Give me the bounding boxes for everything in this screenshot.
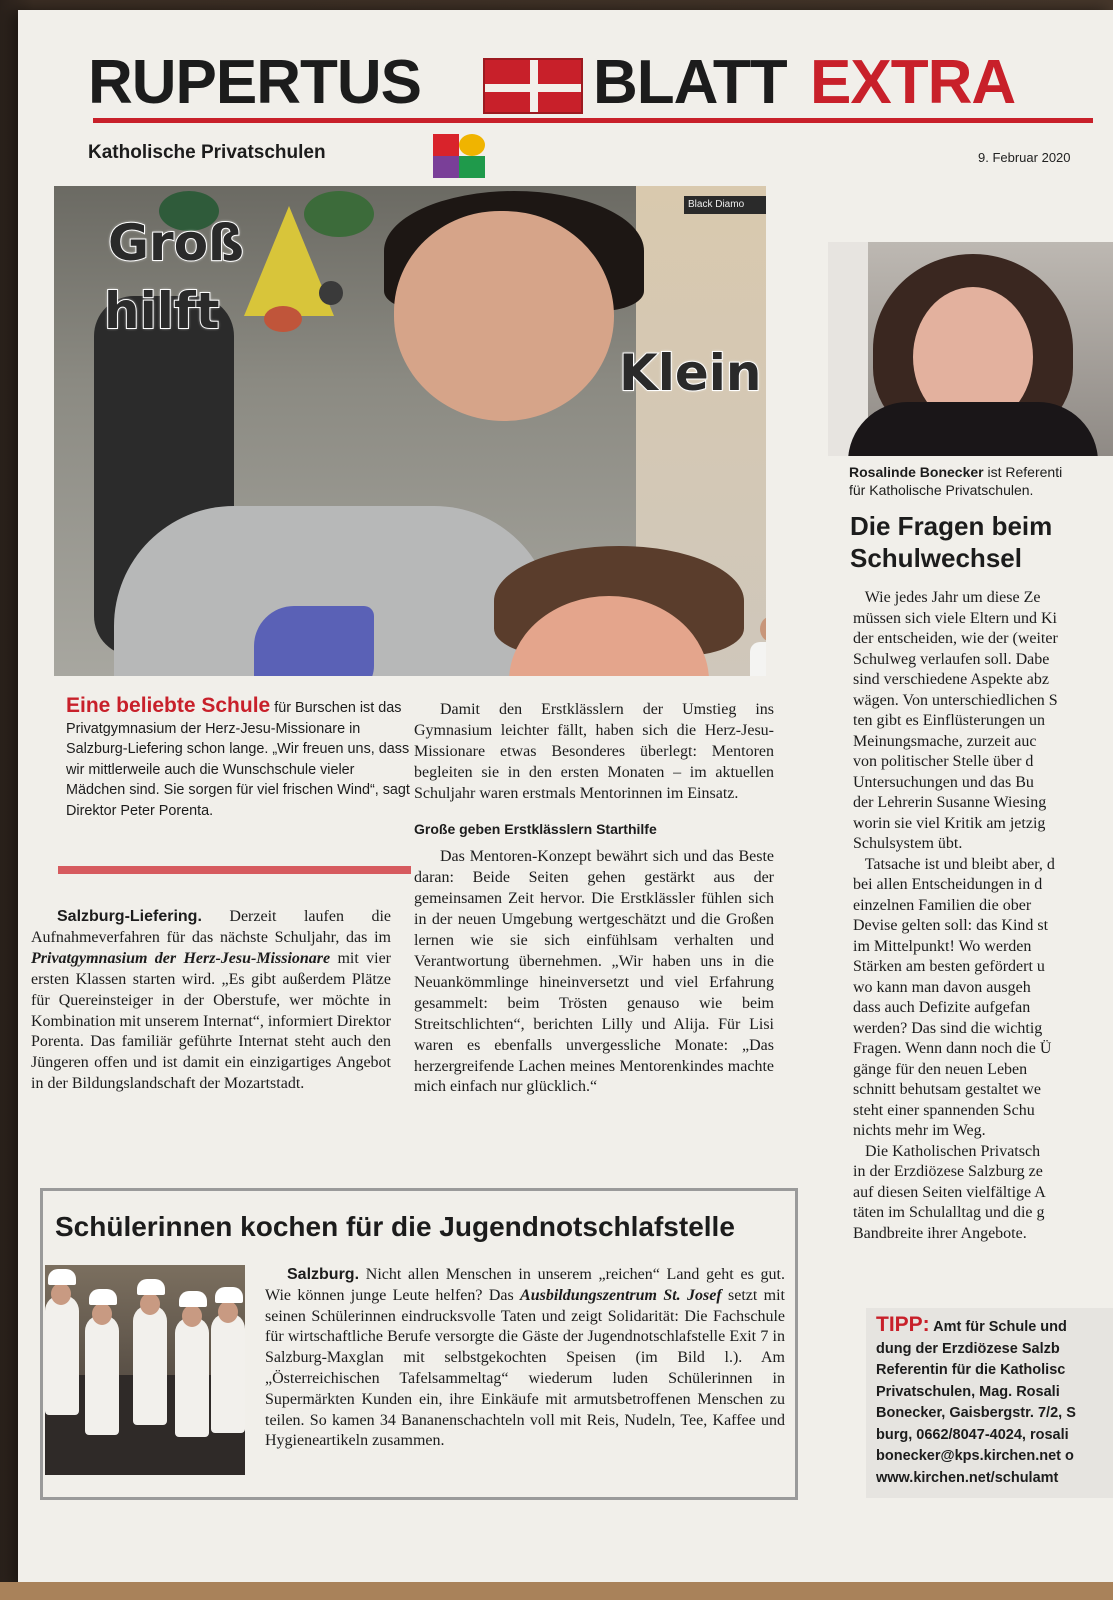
cooking-story-box [40, 1188, 798, 1500]
box-text-b: setzt mit seinen Schülerinnen eindrucksvolle Taten und zeigt Solidarität: Die Fachschule für wirtschaftliche Berufe versorgte die Gäste der Jugendnotschlafstelle Exit 7 in Salzburg-Maxglan mit selbstgekochten Speisen (im Bild l.). Am „Österreichischen Tafelsammeltag“ wiederum luden Schülerinnen in Supermärkten Kunden ein, ihre Einkäufe mit armutsbetroffenen Menschen zu teilen. So kamen 34 Bananenschachteln voll mit Reis, Nudeln, Tee, Kaffee und Hygieneartikeln zusammen. [265, 1286, 785, 1450]
sidebar-line: Devise gelten soll: das Kind st [853, 917, 1049, 934]
sidebar-line: schnitt behutsam gestaltet we [853, 1081, 1041, 1098]
lead-paragraph [66, 696, 411, 821]
sidebar-line: Schulweg verlaufen soll. Dabe [853, 650, 1050, 668]
tipp-line: bonecker@kps.kirchen.net o [876, 1448, 1074, 1464]
article-column-1 [31, 907, 391, 1095]
sidebar-line: dass auch Defizite aufgefan [853, 999, 1031, 1016]
sidebar-line: Die Katholischen Privatsch [853, 1142, 1041, 1160]
school-logo-icon [433, 134, 485, 178]
cooking-photo [45, 1265, 245, 1475]
main-photo [54, 186, 766, 676]
col2-para1: Damit den Erstklässlern der Umstieg ins Gymnasium leichter fällt, haben sich die Herz-Jesu-Missionare etwas Besonderes überlegt: Mentoren begleiten sie in den ersten Monaten – im aktuellen Schuljahr waren erstmals Mentorinnen im Einsatz. [414, 701, 774, 802]
sidebar-line: wo kann man davon ausgeh [853, 978, 1031, 996]
sidebar-line: im Mittelpunkt! Wo werden [853, 937, 1032, 955]
sidebar-line: Wie jedes Jahr um diese Ze [853, 589, 1041, 606]
masthead-word-extra: EXTRA [810, 48, 1016, 117]
sidebar-headline: Die Fragen beim Schulwechsel [850, 511, 1053, 573]
sidebar-line: steht einer spannenden Schu [853, 1101, 1035, 1119]
flag-logo-icon [483, 58, 583, 114]
portrait-photo [828, 242, 1113, 456]
sidebar-line: Stärken am besten gefördert u [853, 958, 1045, 975]
sidebar-line: sind verschiedene Aspekte abz [853, 671, 1049, 688]
col1-dateline: Salzburg-Liefering. [57, 908, 202, 925]
photo-word-gross: Groß [108, 214, 245, 272]
box-dateline: Salzburg. [287, 1266, 360, 1283]
sidebar-line: Untersuchungen und das Bu [853, 773, 1034, 791]
masthead-subtitle: Katholische Privatschulen [88, 142, 326, 163]
sidebar-line: nichts mehr im Weg. [853, 1122, 986, 1139]
tipp-line: www.kirchen.net/schulamt [876, 1469, 1059, 1486]
sidebar-line: bei allen Entscheidungen in d [853, 876, 1043, 893]
sidebar-line: Schulsystem übt. [853, 835, 963, 852]
masthead-rule [93, 118, 1093, 123]
caption-text: ist Referenti [983, 464, 1063, 480]
sidebar-line: worin sie viel Kritik am jetzig [853, 814, 1046, 832]
col1-text-a: Derzeit laufen die Aufnahmeverfahren für das nächste Schuljahr, das im [31, 908, 391, 946]
tipp-box [876, 1314, 1113, 1489]
caption-name: Rosalinde Bonecker [849, 464, 984, 480]
sidebar-line: der Lehrerin Susanne Wiesing [853, 794, 1047, 811]
caption-line2: für Katholische Privatschulen. [849, 482, 1034, 498]
box-article [265, 1265, 785, 1452]
sidebar-line: gänge für den neuen Leben [853, 1060, 1028, 1078]
col1-text-b: mit vier ersten Klassen starten wird. „Es gibt außerdem Plätze für Quereinsteiger in der Oberstufe, wer möchte in Kombination mit unserem Internat“, informiert Direktor Porenta. Das familiär geführte Internat steht auch den Jüngeren offen und ist damit ein einzigartiges Angebot in der Bildungslandschaft der Mozartstadt. [31, 949, 391, 1093]
box-title: Schülerinnen kochen für die Jugendnotschlafstelle [55, 1211, 735, 1242]
sidebar-line: müssen sich viele Eltern und Ki [853, 609, 1057, 627]
sidebar-line: ten gibt es Einflüsterungen un [853, 712, 1045, 729]
sidebar-line: in der Erzdiözese Salzburg ze [853, 1163, 1043, 1180]
sidebar-line: Fragen. Wenn dann noch die Ü [853, 1040, 1052, 1057]
sidebar-line: Bandbreite ihrer Angebote. [853, 1224, 1027, 1242]
tipp-line: Bonecker, Gaisbergstr. 7/2, S [876, 1405, 1076, 1421]
photo-word-klein: Klein [619, 344, 762, 402]
lead-kicker: Eine beliebte Schule [66, 694, 271, 717]
sidebar-line: täten im Schulalltag und die g [853, 1204, 1045, 1221]
article-column-2 [414, 700, 774, 1098]
newspaper-page [18, 10, 1113, 1590]
photo-word-hilft: hilft [104, 282, 220, 340]
gym-sign: Black Diamo [684, 196, 766, 214]
sidebar-line: werden? Das sind die wichtig [853, 1019, 1043, 1037]
sidebar-line: der entscheiden, wie der (weiter [853, 630, 1058, 647]
tipp-line1: Amt für Schule und [929, 1319, 1067, 1335]
portrait-caption [849, 463, 1111, 499]
box-italic: Ausbildungszentrum St. Josef [520, 1286, 722, 1304]
col1-italic: Privatgymnasium der Herz-Jesu-Missionare [31, 949, 331, 967]
masthead-word-rupertus: RUPERTUS [88, 48, 422, 117]
masthead-word-blatt: BLATT [593, 48, 787, 117]
table-edge [0, 1582, 1113, 1600]
col2-subhead: Große geben Erstklässlern Starthilfe [414, 820, 657, 837]
masthead [88, 48, 1098, 118]
sidebar-line: auf diesen Seiten vielfältige A [853, 1183, 1046, 1201]
tipp-line: burg, 0662/8047-4024, rosali [876, 1426, 1069, 1443]
tipp-line: Referentin für die Katholisc [876, 1362, 1066, 1378]
sidebar-line: von politischer Stelle über d [853, 753, 1034, 770]
box-text-a: Nicht allen Menschen in unserem „reichen“ Land geht es gut. Wie können junge Leute helfen? Das [265, 1266, 785, 1304]
sidebar-line: wägen. Von unterschiedlichen S [853, 691, 1058, 709]
lead-text: für Burschen ist das Privatgymnasium der Herz-Jesu-Missionare in Salzburg-Liefering schon lange. „Wir freuen uns, dass wir mittlerweile auch die Wunschschule vieler Mädchen sind. Sie sorgen für viel frischen Wind“, sagt Direktor Peter Porenta. [66, 700, 410, 819]
issue-date: 9. Februar 2020 [978, 150, 1071, 165]
lead-divider [58, 866, 411, 874]
tipp-line: dung der Erzdiözese Salzb [876, 1340, 1060, 1357]
tipp-label: TIPP: [876, 1314, 930, 1336]
sidebar-line: Tatsache ist und bleibt aber, d [853, 855, 1055, 873]
sidebar-line: einzelnen Familien die ober [853, 896, 1032, 914]
sidebar-line: Meinungsmache, zurzeit auc [853, 732, 1037, 750]
sidebar-article [853, 588, 1113, 1244]
col2-para2: Das Mentoren-Konzept bewährt sich und das Beste daran: Beide Seiten gehen gestärkt aus der gemeinsamen Zeit hervor. Die Erstklässler fühlen sich in der neuen Umgebung wertgeschätzt und die Großen lernen wie sie sich einfühlsam verhalten und Verantwortung übernehmen. „Wir haben uns in die Neuankömmlinge hineinversetzt und viel Erfahrung gesammelt: beim Trösten genauso wie beim Streitschlichten“, berichten Lilly und Alija. Für Lisi waren es ebenfalls unvergessliche Monate: „Das herzergreifende Lachen meines Mentorenkindes machte mich einfach nur glücklich.“ [414, 848, 774, 1096]
tipp-line: Privatschulen, Mag. Rosali [876, 1383, 1060, 1400]
